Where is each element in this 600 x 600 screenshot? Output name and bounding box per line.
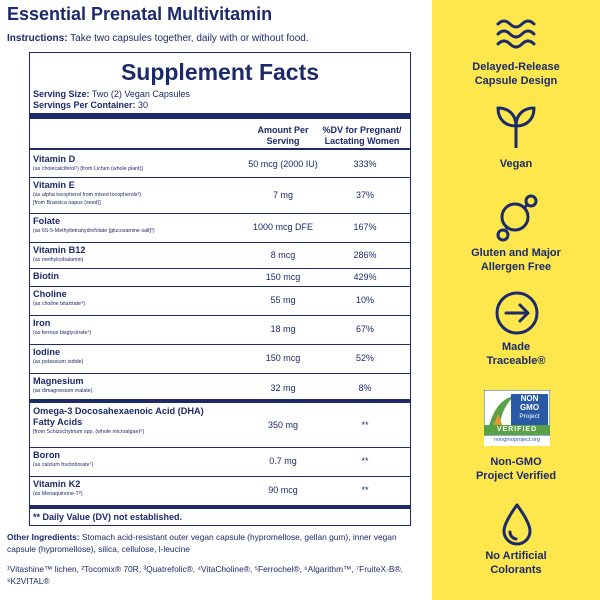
nutrient-amount: 7 mg [272,190,293,200]
trademarks: ¹Vitashine™ lichen, ²Tocomix® 70R, ³Quatrefolic®, ⁴VitaCholine®, ⁵Ferrochel®, ⁶Algarithm™, ⁷FruiteX-B®, ⁸K2VITAL® [7,564,403,586]
nutrient-name: Folate [33,216,61,226]
nutrient-amount: 90 mcg [268,485,298,495]
nutrient-source: (as dimagnesium malate) [33,388,93,394]
nutrient-amount: 150 mcg [265,353,301,363]
column-divider [30,148,410,150]
molecule-icon [493,193,541,243]
nutrient-name: Choline [33,289,67,299]
nutrient-amount: 55 mg [270,295,296,305]
nutrient-row [30,213,410,243]
nutrient-row [30,177,410,214]
nutrient-name: Vitamin K2 [33,479,81,489]
nutrient-amount: 32 mg [270,383,296,393]
facts-title: Supplement Facts [120,59,320,85]
nutrient-amount: 1000 mcg DFE [252,222,314,232]
nutrient-source: (as potassium iodide) [33,359,84,365]
nutrient-row [30,447,410,477]
nutrient-name: Omega-3 Docosahexaenoic Acid (DHA) [33,406,204,416]
nutrient-name: Vitamin B12 [33,245,86,255]
servings-per-container: Servings Per Container: 30 [33,100,149,110]
drop-icon [500,502,534,546]
nutrient-row [30,151,410,178]
nutrient-source: (as Menaquinone-7⁸) [33,491,83,497]
nutrient-amount: 8 mcg [270,250,296,260]
col-amount-header: Amount Per Serving [257,125,309,146]
nutrient-name: Iodine [33,347,61,357]
serving-size: Serving Size: Two (2) Vegan Capsules [33,89,190,99]
nutrient-row [30,268,410,287]
sprout-icon [494,104,538,150]
nutrient-amount: 18 mg [270,324,296,334]
header-divider [30,113,410,119]
nutrient-amount: 0.7 mg [269,456,297,466]
nutrient-source: (as choline bitartrate⁴) [33,301,86,307]
nutrient-dv: 67% [355,324,374,334]
nutrient-dv: 167% [353,222,377,232]
nutrient-name: Biotin [33,271,60,281]
dv-footnote: ** Daily Value (DV) not established. [33,512,183,522]
nutrient-amount: 50 mcg (2000 IU) [248,159,318,169]
product-title: Essential Prenatal Multivitamin [7,4,273,24]
nutrient-dv: 429% [353,272,377,282]
nutrient-source: (as 6S-5-Methyltetrahydrofolate [glucosamine salt]³) [33,228,155,234]
nutrient-name: Vitamin D [33,154,76,164]
nutrient-amount: 150 mcg [265,272,301,282]
footer-divider [30,505,410,509]
nutrient-row [30,476,410,505]
nutrient-source: (as calcium fructoborate⁷) [33,462,94,468]
nutrient-dv: 286% [353,250,377,260]
nutrient-dv: 37% [355,190,374,200]
instructions: Instructions: Take two capsules together, daily with or without food. [7,33,309,44]
nutrient-source: (as alpha tocopherol from mixed tocopherols²) [33,192,142,198]
nutrient-dv: ** [361,456,369,466]
nutrient-name: Vitamin E [33,180,75,190]
nutrient-source: (as ferrous bisglycinate⁵) [33,330,92,336]
nutrient-dv: 8% [358,383,372,393]
nutrient-name: Iron [33,318,51,328]
nutrient-name-cont: Fatty Acids [33,417,83,427]
nutrient-row [30,242,410,269]
nutrient-dv: 52% [355,353,374,363]
nutrient-source: (as cholecalciferol¹) [from Lichen (whole plant)] [33,166,143,172]
nutrient-row [30,403,410,448]
feature-non-gmo: Non-GMO Project Verified [475,456,557,482]
nutrient-source: (as methylcobalamin) [33,257,84,263]
features-panel [432,0,600,600]
nutrient-dv: ** [361,485,369,495]
other-ingredients: Other Ingredients: Stomach acid-resistant outer vegan capsule (hypromellose, gellan gum), inner vegan capsule (hypromellose), silica, cellulose, l-leucine [7,532,397,554]
feature-gluten-free: Gluten and Major Allergen Free [471,247,561,273]
feature-delayed-release: Delayed-Release Capsule Design [472,61,560,87]
nutrient-row [30,344,410,374]
feature-no-colorants: No Artificial Colorants [485,550,547,576]
feature-vegan: Vegan [499,158,533,170]
nutrient-dv: 10% [355,295,374,305]
nutrient-row [30,286,410,316]
nutrient-row [30,315,410,345]
nutrient-name: Magnesium [33,376,84,386]
col-dv-header: %DV for Pregnant/ Lactating Women [322,125,402,146]
nutrient-dv: 333% [353,159,377,169]
nutrient-source-cont: [from Brassica napus (seed)] [33,200,101,206]
nutrient-amount: 350 mg [267,420,299,430]
wave-icon [494,16,538,52]
nutrient-row [30,373,410,403]
feature-traceable: Made Traceable® [486,341,546,367]
arrow-circle-icon [494,290,540,336]
supplement-facts-panel [29,52,411,526]
nutrient-dv: ** [361,420,369,430]
nutrient-name: Boron [33,450,61,460]
non-gmo-badge: NON GMO Project VERIFIED nongmoproject.org [484,390,550,446]
nutrient-source: [from Schizochytrium spp. (whole microalgae)⁶] [33,429,144,435]
